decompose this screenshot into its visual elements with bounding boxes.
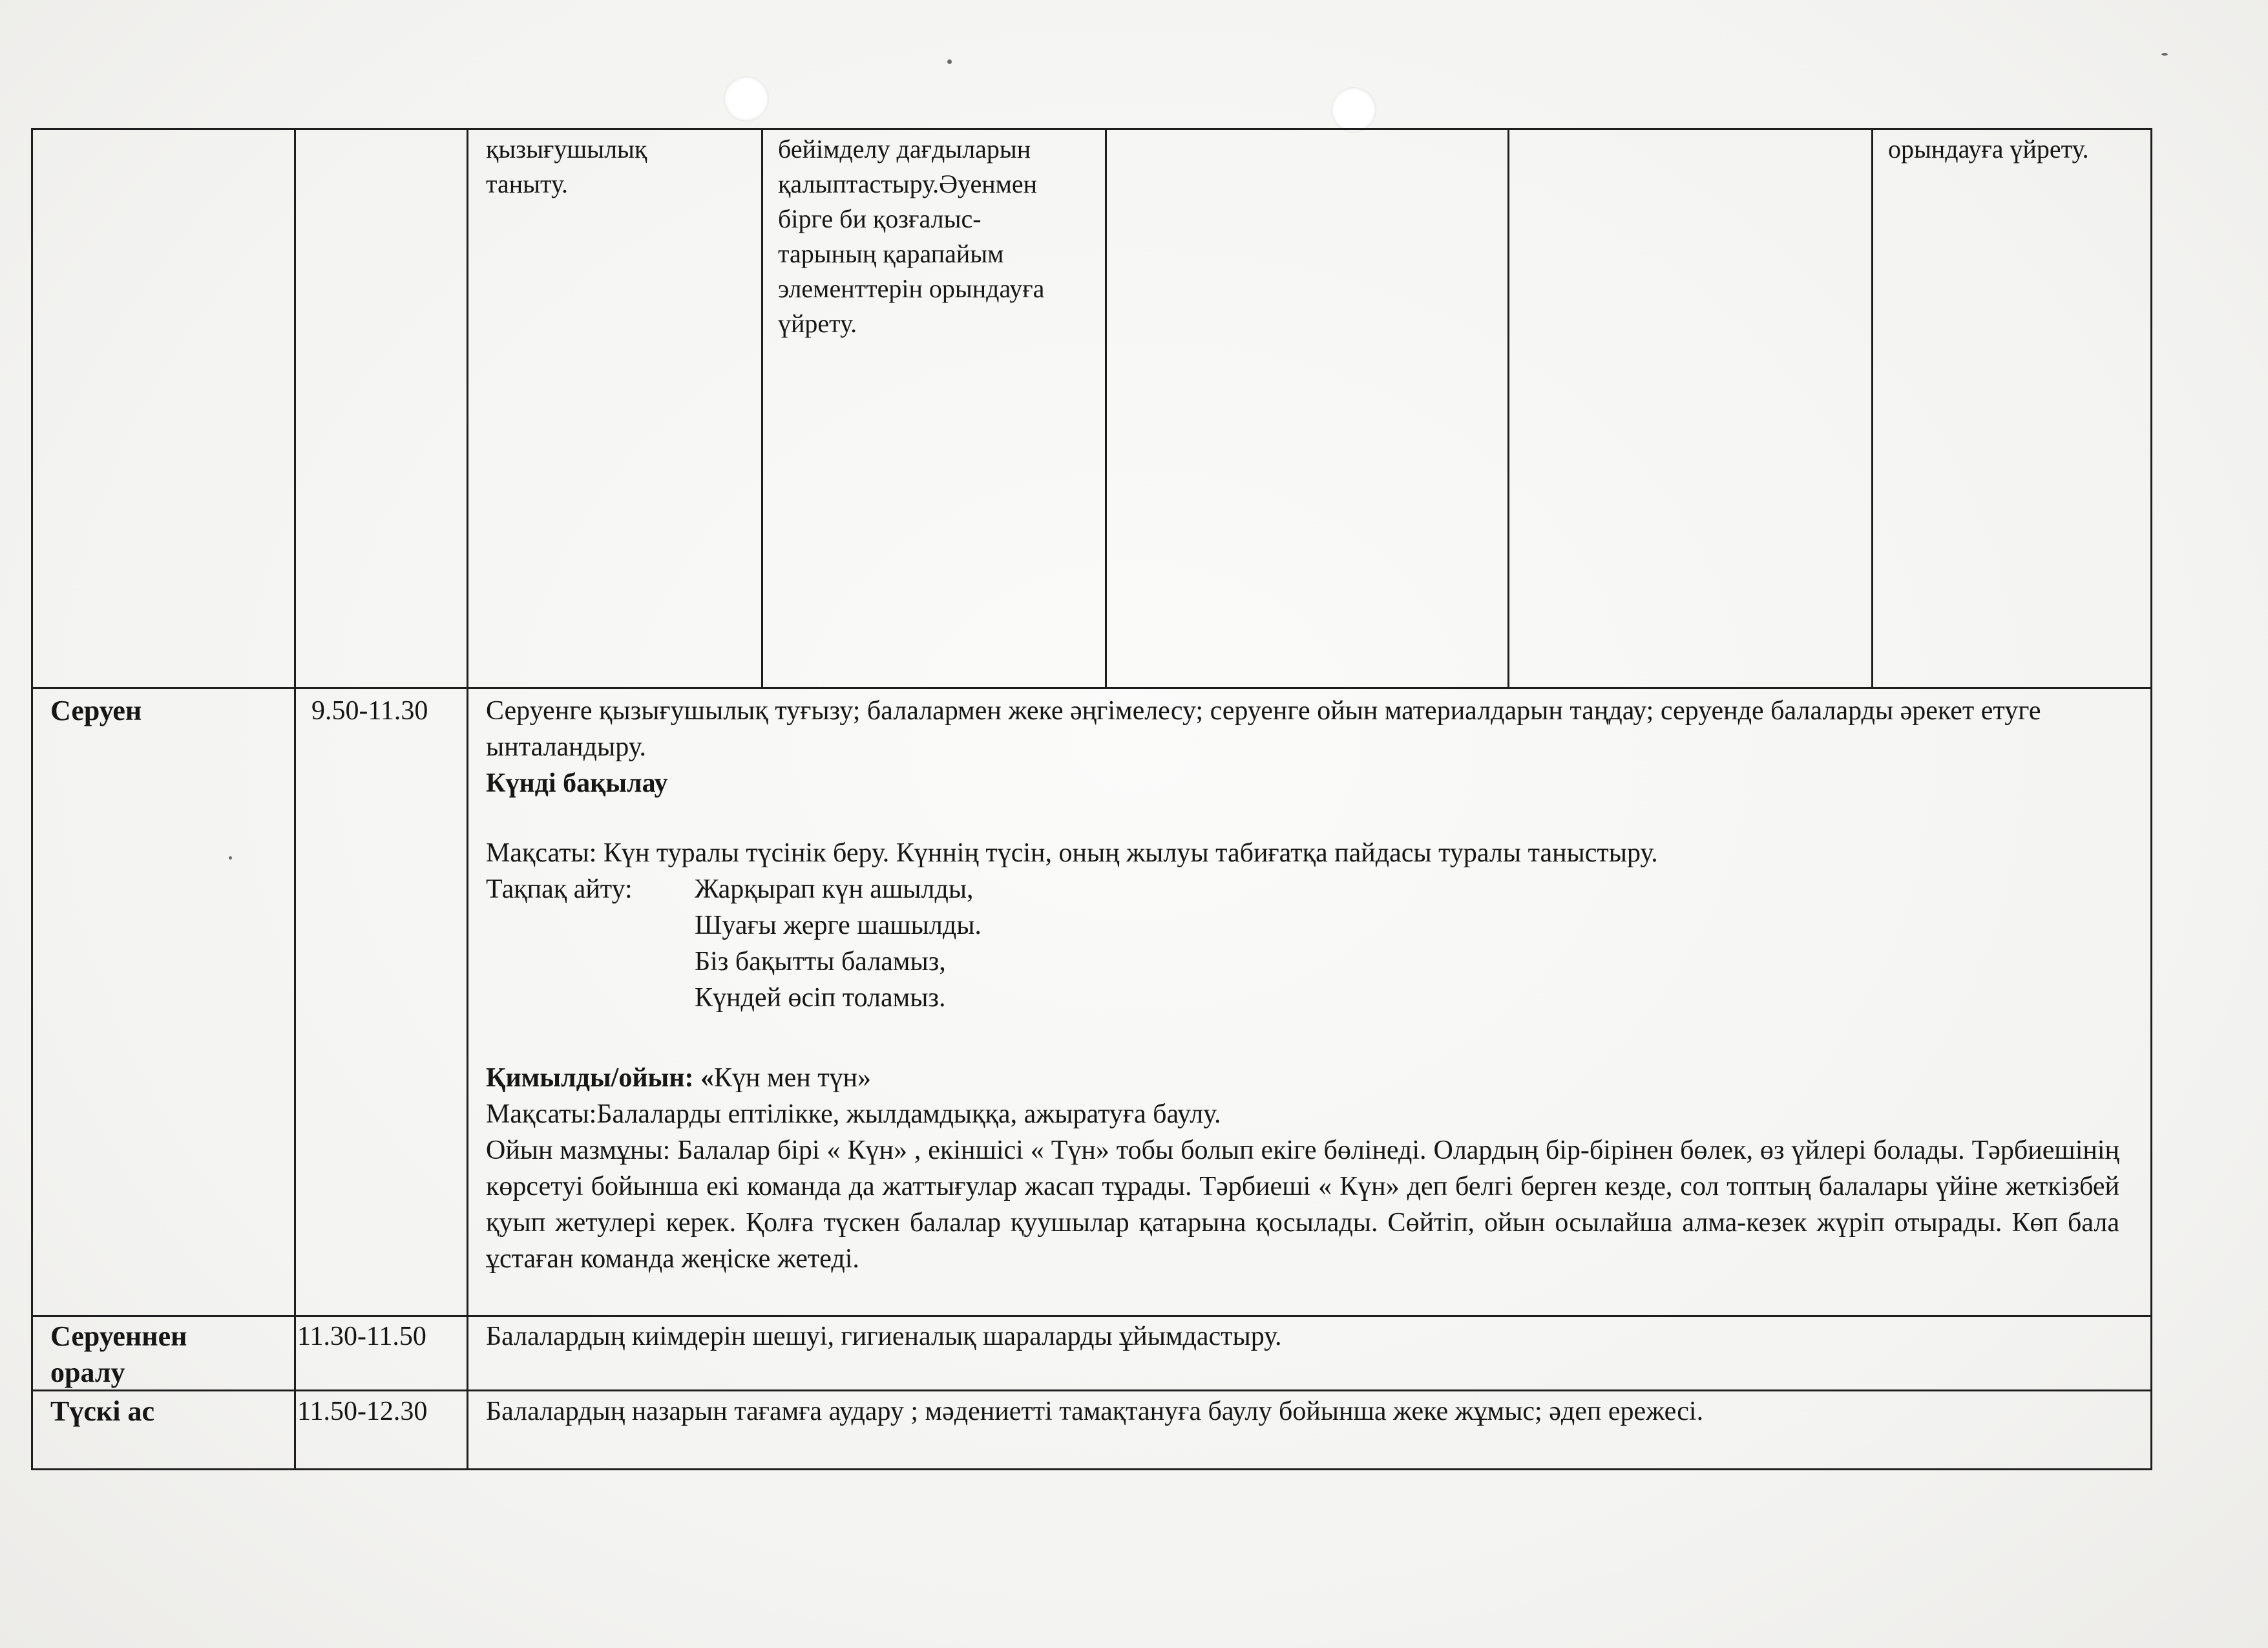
game-title: Күн мен түн» [714, 1063, 872, 1093]
walk-activity-heading: Күнді бақылау [486, 768, 668, 798]
row-label-lunch: Түскі ас [50, 1395, 154, 1427]
return-text: Балалардың киімдерін шешуі, гигиеналық шараларды ұйымдастыру. [486, 1322, 1282, 1351]
lunch-text: Балалардың назарын тағамға аудару ; мәдениетті тамақтануға баулу бойынша жеке жұмыс; әдеп ережесі. [486, 1397, 1704, 1426]
poem-line-1: Жарқырап күн ашылды, [695, 874, 974, 904]
row-divider [31, 1389, 2152, 1391]
game-content-text: Ойын мазмұны: Балалар бірі « Күн» , екіншісі « Түн» тобы болып екіге бөлінеді. Олардың бір-бірінен бөлек, өз үйлері болады. Тәрбиешінің көрсетуі бойынша екі команда да жаттығулар жасап тұрады. Тәрбиеші « Күн» деп белгі берген кезде, сол топтың балалары үйіне жеткізбей қуып жетулері керек. Қолға түскен балалар қуушылар қатарына қосылады. Сөйтіп, ойын осылайша алма-кезек жүріп отырады. Көп бала ұстаған команда жеңіске жетеді. [486, 1136, 2119, 1274]
walk-intro-text: Серуенге қызығушылық туғызу; балалармен жеке әңгімелесу; серуенге ойын материалдарын таңдау; серуенде балаларды әрекет етуге ынталандыру. [486, 696, 2041, 762]
top-row-col7-text: орындауға үйрету. [1888, 134, 2089, 164]
column-divider [1105, 128, 1107, 688]
poem-label: Тақпақ айту: [486, 874, 633, 904]
walk-goal-text: Мақсаты: Күн туралы түсінік беру. Күннің түсін, оның жылуы табиғатқа пайдасы туралы таныстыру. [486, 838, 1658, 868]
game-label: Қимылды/ойын: « [486, 1063, 715, 1093]
column-divider [294, 128, 296, 1470]
row-label-return: Серуеннен оралу [50, 1320, 187, 1388]
table-border-bottom [31, 1468, 2152, 1470]
column-divider [1507, 128, 1509, 688]
poem-line-4: Күндей өсіп толамыз. [695, 983, 946, 1013]
top-row-col4-text: бейімделу дағдыларын қалыптастыру.Әуенмен бірге би қозғалыс- тарының қарапайым элементтерін орындауға үйрету. [778, 134, 1045, 338]
column-divider [467, 128, 468, 1470]
table-border-right [2150, 128, 2152, 1470]
table-border-top [31, 128, 2152, 130]
poem-line-2: Шуағы жерге шашылды. [695, 911, 982, 940]
poem-line-3: Біз бақытты баламыз, [695, 947, 946, 977]
top-row-col3-text: қызығушылық таныту. [486, 134, 647, 198]
game-goal-text: Мақсаты:Балаларды ептілікке, жылдамдыққа, ажыратуға баулу. [486, 1099, 1221, 1129]
row-time-return: 11.30-11.50 [297, 1322, 426, 1351]
row-divider [31, 1315, 2152, 1317]
column-divider [1871, 128, 1873, 688]
column-divider [761, 128, 763, 688]
row-time-lunch: 11.50-12.30 [297, 1397, 428, 1426]
row-divider [31, 687, 2152, 689]
row-label-walk: Серуен [50, 695, 142, 726]
table-border-left [31, 128, 33, 1470]
game-heading [486, 1060, 1520, 1096]
row-time-walk: 9.50-11.30 [311, 696, 428, 726]
